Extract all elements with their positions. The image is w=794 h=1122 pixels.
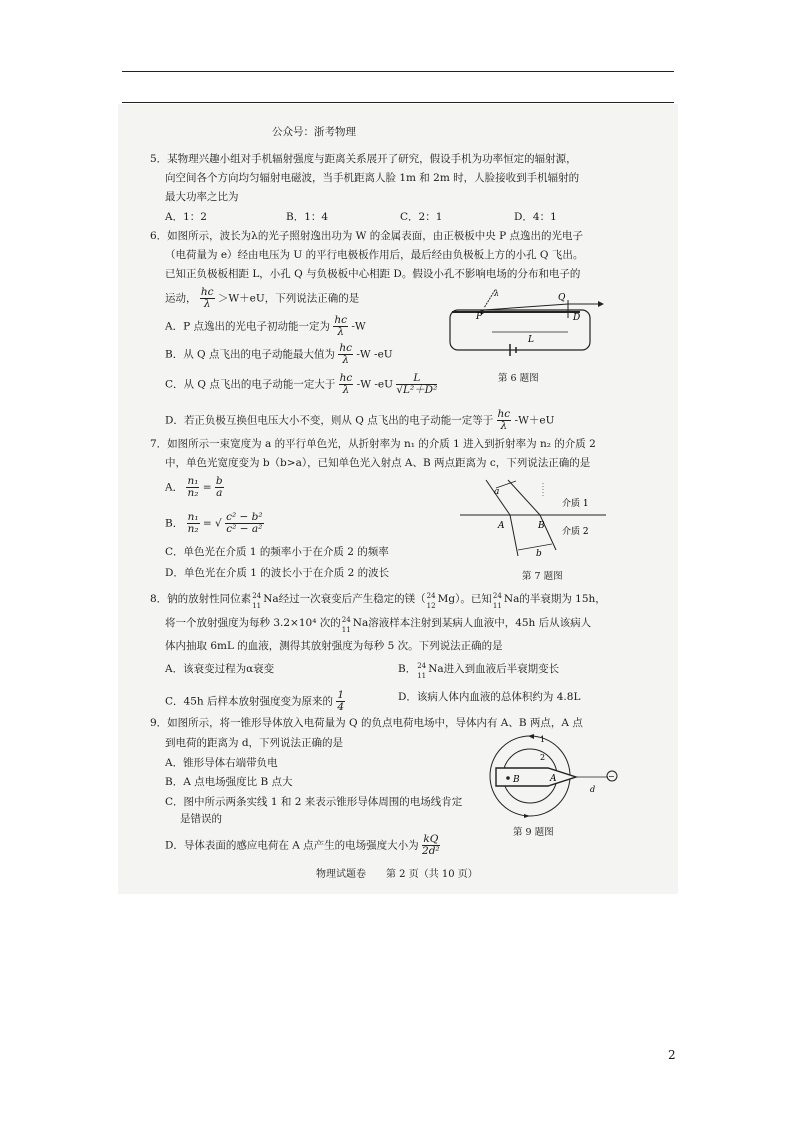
q6-option-a: A．P 点逸出的光电子初动能一定为 $\frac{hc}{\lambda}$ -W xyxy=(165,314,366,338)
q9-option-b: B．A 点电场强度比 B 点大 xyxy=(165,776,293,788)
q6-line3: 已知正负极板相距 L，小孔 Q 与负极板中心相距 D。假设小孔不影响电场的分布和电子的 xyxy=(165,268,581,280)
q8-option-b: B． 24 11 Na进入到血液后半衰期变长 xyxy=(398,662,560,680)
svg-text:1: 1 xyxy=(540,735,546,744)
q9-line2: 到电荷的距离为 d，下列说法正确的是 xyxy=(165,737,344,749)
q9-option-c1: C．图中所示两条实线 1 和 2 来表示锥形导体周围的电场线肯定 xyxy=(165,796,463,808)
q5-option-b: B．1：4 xyxy=(286,211,329,223)
top-rule xyxy=(122,71,674,72)
svg-text:介质 1: 介质 1 xyxy=(562,499,589,509)
svg-text:2: 2 xyxy=(540,753,546,762)
q6-line4: 运动， $\frac{hc}{\lambda}$ ＞W＋eU，下列说法正确的是 xyxy=(165,286,360,310)
svg-text:B: B xyxy=(538,521,545,531)
q9-line1: 9．如图所示，将一锥形导体放入电荷量为 Q 的负点电荷电场中，导体内有 A、B 两点，A 点 xyxy=(150,717,583,729)
q6-option-c: C．从 Q 点飞出的电子动能一定大于 $\frac{hc}{\lambda}$ -W -eU $\frac{L}{\text{√L²＋D²}}$ xyxy=(165,372,438,396)
q9-option-c2: 是错误的 xyxy=(180,813,222,825)
q8-line2: 将一个放射强度为每秒 3.2×10⁴ 次的 24 11 Na溶液样本注射到某病人血液中，45h 后从该病人 xyxy=(165,616,592,634)
svg-text:A: A xyxy=(550,774,557,784)
electron-path xyxy=(484,304,568,310)
svg-text:b: b xyxy=(536,549,542,559)
svg-text:Q: Q xyxy=(558,293,566,303)
q5-option-a: A．1：2 xyxy=(165,211,207,223)
q7-option-d: D．单色光在介质 1 的波长小于在介质 2 的波长 xyxy=(165,567,390,579)
q5-line2: 向空间各个方向均匀辐射电磁波，当手机距离人脸 1m 和 2m 时，人脸接收到手机辐射的 xyxy=(165,172,580,184)
q7-line2: 中，单色光宽度变为 b（b>a），已知单色光入射点 A、B 两点距离为 c，下列说法正确的是 xyxy=(165,457,591,469)
figure-6-caption: 第 6 题图 xyxy=(498,373,539,384)
q8-option-a: A．该衰变过程为α衰变 xyxy=(165,663,275,675)
arrow-icon xyxy=(598,301,604,307)
second-rule xyxy=(122,102,674,103)
q5-line3: 最大功率之比为 xyxy=(165,191,239,203)
figure-9-caption: 第 9 题图 xyxy=(513,827,554,838)
page-footer: 物理试题卷 第 2 页（共 10 页） xyxy=(316,869,478,880)
q7-option-c: C．单色光在介质 1 的频率小于在介质 2 的频率 xyxy=(165,546,389,558)
svg-text:λ: λ xyxy=(494,289,500,298)
q5-line1: 5．某物理兴趣小组对手机辐射强度与距离关系展开了研究，假设手机为功率恒定的辐射源， xyxy=(150,153,577,165)
q6-line2: （电荷量为 e）经由电压为 U 的平行电极板作用后，最后经由负极板上方的小孔 Q 飞出。 xyxy=(165,249,584,261)
svg-text:介质 2: 介质 2 xyxy=(562,527,589,537)
hc-over-lambda: $\frac{hc}{\lambda}$ xyxy=(200,286,214,310)
q7-option-a: A． $\frac{\text{n₁}}{\text{n₂}}$ = $\frac{b}{a}$ xyxy=(165,475,223,499)
q8-line3: 体内抽取 6mL 的血液，测得其放射强度为每秒 5 次。下列说法正确的是 xyxy=(165,640,503,652)
figure-6 xyxy=(440,288,605,368)
svg-text:L: L xyxy=(528,335,534,345)
svg-text:a: a xyxy=(494,487,500,497)
svg-text:P: P xyxy=(476,312,483,322)
q5-option-c: C．2：1 xyxy=(400,211,443,223)
q7-line1: 7．如图所示一束宽度为 a 的平行单色光，从折射率为 n₁ 的介质 1 进入到折射率为 n₂ 的介质 2 xyxy=(150,438,596,450)
q8-option-d: D．该病人体内血液的总体积约为 4.8L xyxy=(398,691,581,703)
q9-option-d: D．导体表面的感应电荷在 A 点产生的电场强度大小为 $\frac{kQ}{\text{2d²}}$ xyxy=(165,833,440,857)
capacitor-plates xyxy=(450,310,590,350)
svg-text:−: − xyxy=(608,772,615,781)
q7-option-b: B． $\frac{\text{n₁}}{\text{n₂}}$ = √ $\frac{\text{c² − b²}}{\text{c² − a²}}$ xyxy=(165,511,263,535)
q8-option-c: C．45h 后样本放射强度变为原来的 $\frac{1}{4}$ xyxy=(165,689,345,713)
svg-text:d: d xyxy=(590,785,596,794)
q6-option-d: D．若正负极互换但电压大小不变，则从 Q 点飞出的电子动能一定等于 $\frac{hc}{\lambda}$ -W＋eU xyxy=(165,408,555,432)
figure-7 xyxy=(458,478,608,566)
figure-9 xyxy=(488,732,638,822)
figure-7-caption: 第 7 题图 xyxy=(522,571,563,582)
q9-option-a: A．锥形导体右端带负电 xyxy=(165,757,278,769)
svg-text:B: B xyxy=(513,775,520,785)
page-number: 2 xyxy=(668,1048,676,1062)
svg-text:A: A xyxy=(498,521,505,531)
q6-option-b: B．从 Q 点飞出的电子动能最大值为 $\frac{hc}{\lambda}$ -W -eU xyxy=(165,342,393,366)
svg-text:D: D xyxy=(573,313,581,323)
q6-line1: 6．如图所示，波长为λ的光子照射逸出功为 W 的金属表面，由正极板中央 P 点逸出的光电子 xyxy=(150,230,584,242)
q8-line1: 8．钠的放射性同位素 24 11 Na经过一次衰变后产生稳定的镁（ 24 12 Mg）。已知 24 11 Na的半衰期为 15h， xyxy=(150,592,606,610)
q5-option-d: D．4：1 xyxy=(514,211,557,223)
watermark-text: 公众号：浙考物理 xyxy=(272,126,356,138)
